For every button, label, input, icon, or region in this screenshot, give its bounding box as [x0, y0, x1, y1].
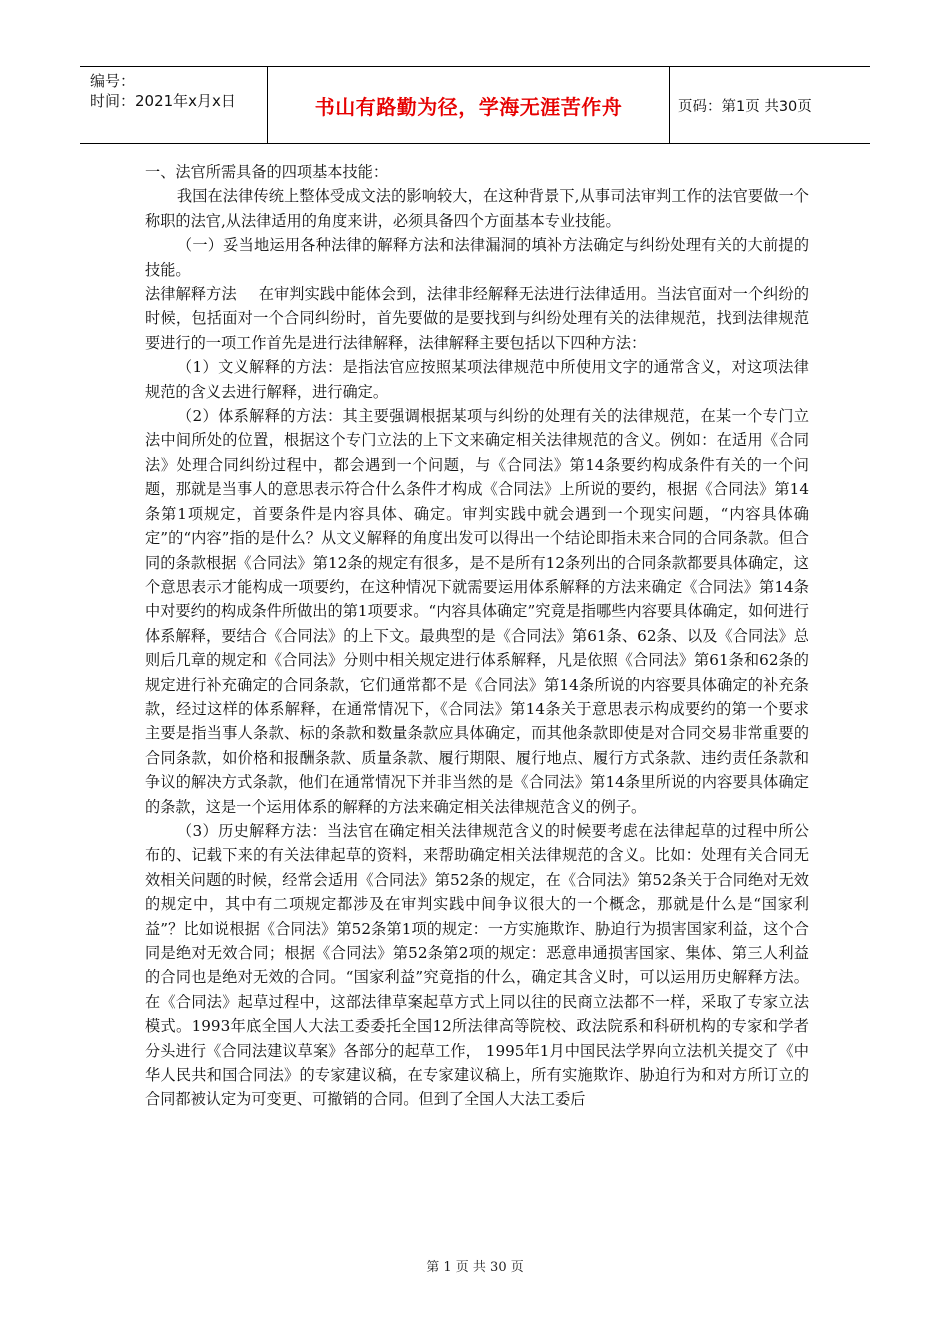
section-title: 一、法官所需具备的四项基本技能： — [145, 163, 388, 181]
header-page-info: 页码：第1页 共30页 — [678, 98, 812, 115]
term-text: 在审判实践中能体会到，法律非经解释无法进行法律适用。当法官面对一个纠纷的时候，包括面对一个合同纠纷时，首先要做的是要找到与纠纷处理有关的法律规范，找到法律规范要进行的一项工作首先是进行法律解释，法律解释主要包括以下四种方法： — [145, 285, 810, 352]
document-number-label: 编号： — [90, 72, 136, 90]
intro-paragraph: 我国在法律传统上整体受成文法的影响较大，在这种背景下,从事司法审判工作的法官要做一个称职的法官,从法律适用的角度来讲，必须具备四个方面基本专业技能。 — [145, 187, 809, 230]
document-date-label: 时间：2021年x月x日 — [90, 92, 236, 110]
systematic-interpretation-paragraph: （2）体系解释的方法：其主要强调根据某项与纠纷的处理有关的法律规范，在某一个专门立法中间所处的位置，根据这个专门立法的上下文来确定相关法律规范的含义。例如：在适用《合同法》处理合同纠纷过程中，都会遇到一个问题，与《合同法》第14条要约构成条件有关的一个问题，那就是当事人的意思表示符合什么条件才构成《合同法》上所说的要约，根据《合同法》第14条第1项规定，首要条件是内容具体、确定。审判实践中就会遇到一个现实问题，“内容具体确定”的“内容”指的是什么？从文义解释的角度出发可以得出一个结论即指未来合同的合同条款。但合同的条款根据《合同法》第12条的规定有很多，是不是所有12条列出的合同条款都要具体确定，这个意思表示才能构成一项要约，在这种情况下就需要运用体系解释的方法来确定《合同法》第14条中对要约的构成条件所做出的第1项要求。“内容具体确定”究竟是指哪些内容要具体确定，如何进行体系解释，要结合《合同法》的上下文。最典型的是《合同法》第61条、62条、以及《合同法》总则后几章的规定和《合同法》分则中相关规定进行体系解释，凡是依照《合同法》第61条和62条的规定进行补充确定的合同条款，它们通常都不是《合同法》第14条所说的内容要具体确定的补充条款，经过这样的体系解释，在通常情况下，《合同法》第14条关于意思表示构成要约的第一个要求主要是指当事人条款、标的条款和数量条款应具体确定，而其他条款即使是对合同交易非常重要的合同条款，如价格和报酬条款、质量条款、履行期限、履行地点、履行方式条款、违约责任条款和争议的解决方式条款，他们在通常情况下并非当然的是《合同法》第14条里所说的内容要具体确定的条款，这是一个运用体系的解释的方法来确定相关法律规范含义的例子。 — [145, 407, 809, 816]
page-footer: 第 1 页 共 30 页 — [426, 1260, 524, 1275]
literal-interpretation-paragraph: （1）文义解释的方法：是指法官应按照某项法律规范中所使用文字的通常含义，对这项法律规范的含义去进行解释，进行确定。 — [145, 358, 809, 401]
header-motto: 书山有路勤为径，学海无涯苦作舟 — [268, 67, 670, 143]
item-one-paragraph: （一）妥当地运用各种法律的解释方法和法律漏洞的填补方法确定与纠纷处理有关的大前提的技能。 — [145, 236, 809, 279]
header-meta — [80, 67, 268, 143]
legal-interpretation-paragraph — [145, 282, 809, 355]
term-label: 法律解释方法 — [145, 285, 237, 304]
document-body — [145, 160, 809, 1112]
historical-interpretation-paragraph: （3）历史解释方法：当法官在确定相关法律规范含义的时候要考虑在法律起草的过程中所公布的、记载下来的有关法律起草的资料，来帮助确定相关法律规范的含义。比如：处理有关合同无效相关问题的时候，经常会适用《合同法》第52条的规定，在《合同法》第52条关于合同绝对无效的规定中，其中有二项规定都涉及在审判实践中间争议很大的一个概念，那就是什么是“国家利益”？比如说根据《合同法》第52条第1项的规定：一方实施欺诈、胁迫行为损害国家利益，这个合同是绝对无效合同；根据《合同法》第52条第2项的规定：恶意串通损害国家、集体、第三人利益的合同也是绝对无效的合同。“国家利益”究竟指的什么，确定其含义时，可以运用历史解释方法。在《合同法》起草过程中，这部法律草案起草方式上同以往的民商立法都不一样，采取了专家立法模式。1993年底全国人大法工委委托全国12所法律高等院校、政法院系和科研机构的专家和学者分头进行《合同法建议草案》各部分的起草工作， 1995年1月中国民法学界向立法机关提交了《中华人民共和国合同法》的专家建议稿，在专家建议稿上，所有实施欺诈、胁迫行为和对方所订立的合同都被认定为可变更、可撤销的合同。但到了全国人大法工委后 — [145, 821, 809, 1109]
page-header — [80, 66, 870, 144]
